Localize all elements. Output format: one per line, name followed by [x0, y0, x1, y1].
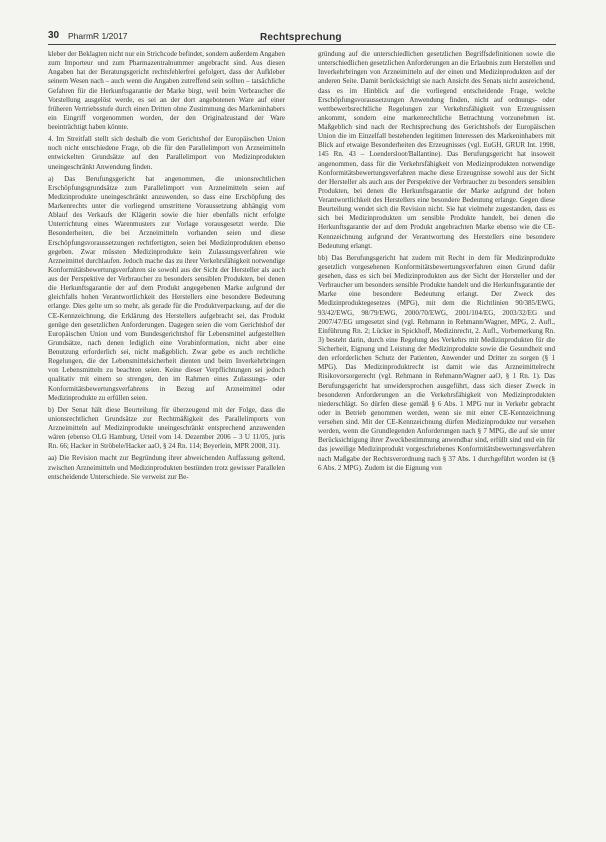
left-column — [48, 50, 285, 825]
right-column — [318, 50, 555, 825]
paragraph: bb) Das Berufungsgericht hat zudem mit Recht in dem für Medizinprodukte gesetzlich vorgesehenen Konformitätsbewertungsverfahren einen Grund dafür gesehen, dass es sich bei Medizinprodukten aus der Sicht der Hersteller und der Verbraucher um besonders sensible Produkte handelt und die Herkunftsgarantie der Marke eine besondere Bedeutung erlangt. Der Zweck des Medizinproduktegesetzes (MPG), mit dem die Richtlinien 90/385/EWG, 93/42/EWG, 98/79/EWG, 2000/70/EWG, 2001/104/EG, 2003/32/EG und 2007/47/EG umgesetzt sind (vgl. Rehmann in Rehmann/Wagner, MPG, 2. Aufl., Einführung Rn. 2; Lücker in Spickhoff, Medizinrecht, 2. Aufl., Vorbemerkung Rn. 3) besteht darin, durch eine Regelung des Verkehrs mit Medizinprodukten für die Sicherheit, Eignung und Leistung der Medizinprodukte sowie die Gesundheit und den erforderlichen Schutz der Patienten, Anwender und Dritter zu sorgen (§ 1 MPG). Das Medizinproduktrecht ist damit wie das Arzneimittelrecht Risikovorsorgerecht (vgl. Rehmann in Rehmann/Wagner aaO, § 1 Rn. 1). Das Berufungsgericht hat unwidersprochen ausgeführt, dass sich dieser Zweck in besonderen Anforderungen an die Verkehrsfähigkeit von Medizinprodukten niederschlägt. So dürfen diese gemäß § 6 Abs. 1 MPG nur in Verkehr gebracht oder in Betrieb genommen werden, wenn sie mit einer CE-Kennzeichnung versehen sind. Mit der CE-Kennzeichnung dürfen Medizinprodukte nur versehen werden, wenn die Grundlegenden Anforderungen nach § 7 MPG, die auf sie unter Berücksichtigung ihrer Zweckbestimmung anwendbar sind, erfüllt sind und ein für das jeweilige Medizinprodukt vorgeschriebenes Konformitätsbewertungsverfahren nach Maßgabe der Rechtsverordnung nach § 37 Abs. 1 durchgeführt worden ist (§ 6 Abs. 2 MPG). Zudem ist die Eignung von — [318, 253, 555, 472]
paragraph: 4. Im Streitfall stellt sich deshalb die vom Gerichtshof der Europäischen Union noch nicht entschiedene Frage, ob die für den Parallelimport von Arzneimitteln entwickelten Grundsätze auf den Parallelimport von Medizinprodukten uneingeschränkt Anwendung finden. — [48, 135, 285, 171]
page-header — [48, 30, 556, 46]
header-rule — [48, 44, 556, 45]
paragraph: aa) Die Revision macht zur Begründung ihrer abweichenden Auffassung geltend, zwischen Arzneimitteln und Medizinprodukten bestünden trotz gewisser Parallelen entscheidende Unterschiede. Sie verweist zur Be- — [48, 454, 285, 481]
page-number: 30 — [48, 30, 60, 41]
paragraph: a) Das Berufungsgericht hat angenommen, die unionsrechtlichen Erschöpfungsgrundsätze zum Parallelimport von Arzneimitteln seien auf Medizinprodukte uneingeschränkt anzuwenden, so dass eine Erschöpfung des Markenrechts unter die vorliegend umstrittene Voraussetzung abhängig vom Ablauf des Verkaufs der Klägerin sowie die hier ebenfalls nicht erfolgte Unterrichtung eines Warenmusters zur Vorlage vorausgesetzt werde. Die Besonderheiten, die bei Arzneimitteln vorhanden seien und diese Erschöpfungsvoraussetzungen rechtfertigten, seien bei Medizinprodukten ebenso gegeben. Zwar müssten Medizinprodukte kein Zulassungsverfahren wie Arzneimittel durchlaufen. Jedoch mache das zu ihrer Verkehrsfähigkeit notwendige Konformitätsbewertungsverfahren sie sowohl aus der Sicht der Hersteller als auch aus der Perspektive der Verbraucher zu besonders sensiblen Produkten, bei denen die Herkunftsgarantie der auf dem Produkt angegebenen Marke aufgrund der gleichfalls hohen Verantwortlichkeit des Herstellers eine besondere Bedeutung erlange. Dies gelte um so mehr, als gerade für die Produktverpackung, auf der die CE-Kennzeichnung, die Erklärung des Herstellers aufgebracht sei, das Produkt genüge den gesetzlichen Anforderungen. Dagegen seien die vom Gerichtshof der Europäischen Union und vom Bundesgerichtshof für Lebensmittel aufgestellten Grundsätze, nach denen lediglich eine Vorabinformation, nicht aber eine Benutzung erforderlich sei, nicht maßgeblich. Zwar gebe es auch rechtliche Regelungen, die der Lebensmittelsicherheit dienten und beim Inverkehrbringen von Lebensmitteln zu beachten seien. Keine dieser Verpflichtungen sei jedoch qualitativ mit einem so strengen, den im Rahmen eines Zulassungs- oder Konformitätsbewertungsverfahrens in Bezug auf Arzneimittel oder Medizinprodukte zu erfüllen seien. — [48, 174, 285, 402]
paragraph: b) Der Senat hält diese Beurteilung für überzeugend mit der Folge, dass die unionsrechtlichen Grundsätze zur Rechtmäßigkeit des Parallelimports von Arzneimitteln auf Medizinprodukte uneingeschränkt entsprechend anzuwenden wären (ebenso OLG Hamburg, Urteil vom 14. Dezember 2006 – 3 U 11/05, juris Rn. 66; Hacker in Ströbele/Hacker aaO, § 24 Rn. 114; Beyerlein, MPR 2008, 31). — [48, 405, 285, 451]
paragraph: gründung auf die unterschiedlichen gesetzlichen Begriffsdefinitionen sowie die unterschiedlichen gesetzlichen Anforderungen an die Erlaubnis zum Herstellen und Inverkehrbringen von Arzneimitteln auf der einen und Medizinprodukten auf der anderen Seite. Damit berücksichtigt sie nach Ansicht des Senats nicht ausreichend, dass es im Hinblick auf die vorliegend entscheidende Frage, welche Erschöpfungsvoraussetzungen Anwendung finden, nicht auf ordnungs- oder wettbewerbsrechtliche Regelungen zur Verkehrsfähigkeit von Erzeugnissen ankommt, sondern eine markenrechtliche Betrachtung vorzunehmen ist. Maßgeblich sind nach der Rechtsprechung des Gerichtshofs der Europäischen Union die im Einzelfall bestehenden legitimen Interessen des Markeninhabers mit Blick auf etwaige Besonderheiten des Erzeugnisses (vgl. EuGH, GRUR Int. 1998, 145 Rn. 43 – Loendersloot/Ballantine). Das Berufungsgericht hat insoweit angenommen, dass für die Verkehrsfähigkeit von Medizinprodukten notwendige Konformitätsbewertungsverfahren mache diese Erzeugnisse sowohl aus der Sicht der Hersteller als auch aus der Perspektive der Verbraucher zu besonders sensiblen Produkten, bei denen die Herkunftsgarantie der Marke aufgrund der hohen Verantwortlichkeit des Herstellers eine besondere Bedeutung erlange. Gegen diese Beurteilung wendet sich die Revision nicht. Sie hat vielmehr zugestanden, dass es sich bei Medizinprodukten um sensible Produkte handelt, bei denen die Herkunftsgarantie der auf dem Produkt angebrachten Marke ebenso wie die CE-Kennzeichnung aufgrund der Verantwortung des Herstellers eine besondere Bedeutung erlangt. — [318, 50, 555, 250]
paragraph: kleber der Beklagten nicht nur ein Strichcode befindet, sondern außerdem Angaben zum Importeur und zum Pharmazentralnummer angebracht sind. Aus diesen Angaben hat der Beratungsgericht rechtsfehlerfrei gefolgert, dass der Aufkleber seinem Wesen nach – auch wenn die Angaben zutreffend sein sollten – tatsächliche Gefahren für die Herkunftsgarantie der Marke birgt, weil beim Verbraucher die Vorstellung ausgelöst werde, es sei an der dort angebotenen Ware auf einer früheren Vertriebsstufe durch einen Dritten ohne Zustimmung des Markeninhabers ein Eingriff vorgenommen worden, der den Originalzustand der Ware beeinträchtigt haben könnte. — [48, 50, 285, 131]
journal-citation: PharmR 1/2017 — [68, 31, 128, 41]
section-title: Rechtsprechung — [260, 32, 342, 43]
